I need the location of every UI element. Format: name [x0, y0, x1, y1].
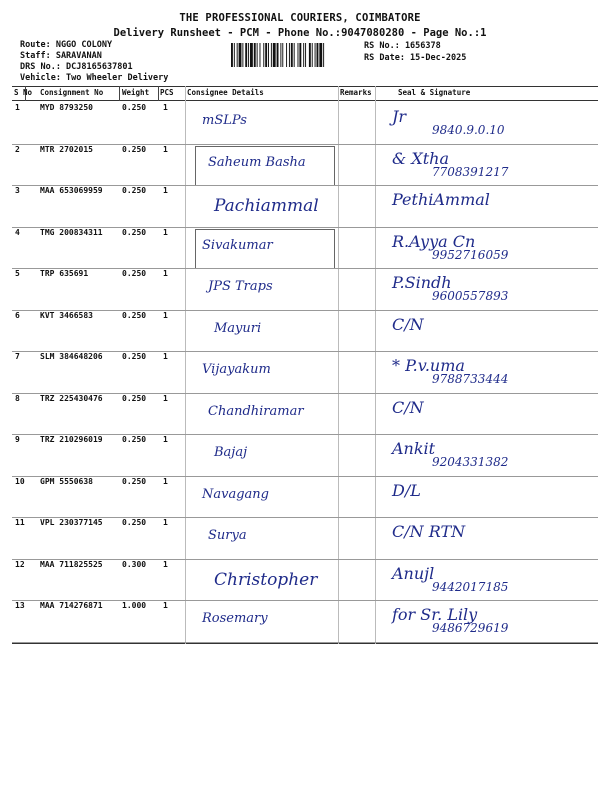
col-divider [158, 86, 159, 101]
consignee-handwriting: Surya [208, 528, 247, 543]
header-consignee: Consignee Details [187, 88, 264, 97]
signature-handwriting: C/N RTN [392, 522, 466, 541]
rs-number: RS No.: 1656378 [364, 41, 441, 51]
cell-pcs: 1 [163, 103, 168, 112]
table-row [12, 228, 598, 270]
table-row [12, 103, 598, 145]
signature-handwriting: C/N [392, 314, 424, 334]
cell-weight: 0.250 [122, 227, 147, 237]
table-row [12, 394, 598, 436]
cell-sno: 7 [15, 352, 20, 361]
consignee-handwriting: Christopher [214, 569, 318, 590]
runsheet-subtitle: Delivery Runsheet - PCM - Phone No.:9047080280 - Page No.:1 [113, 27, 487, 39]
rs-date: RS Date: 15-Dec-2025 [364, 53, 467, 63]
table-row [12, 477, 598, 519]
table-row [12, 435, 598, 477]
cell-consignment: TRP 635691 [40, 269, 89, 278]
cell-sno: 8 [15, 393, 20, 403]
cell-sno: 11 [15, 518, 25, 527]
cell-pcs: 1 [163, 393, 168, 403]
consignee-handwriting: Mayuri [214, 320, 262, 336]
cell-consignment: SLM 384648206 [40, 352, 103, 361]
cell-weight: 0.250 [122, 476, 147, 486]
col-divider [119, 86, 120, 101]
consignee-handwriting: Pachiammal [214, 196, 319, 216]
cell-pcs: 1 [163, 310, 168, 320]
cell-pcs: 1 [163, 227, 168, 237]
cell-pcs: 1 [163, 601, 168, 610]
cell-pcs: 1 [163, 476, 168, 486]
cell-consignment: MAA 714276871 [40, 601, 103, 610]
cell-weight: 0.300 [122, 559, 147, 569]
signature-handwriting: for Sr. Lily [392, 605, 478, 624]
signature-handwriting: & Xtha [392, 148, 449, 168]
consignee-handwriting: Bajaj [214, 445, 248, 460]
cell-weight: 1.000 [122, 601, 147, 610]
cell-consignment: TRZ 210296019 [40, 435, 103, 444]
cell-consignment: MTR 2702015 [40, 144, 93, 154]
cell-weight: 0.250 [122, 393, 147, 403]
runsheet-table [12, 86, 598, 644]
cell-weight: 0.250 [122, 435, 147, 444]
table-row [12, 518, 598, 560]
cell-pcs: 1 [163, 186, 168, 195]
cell-sno: 12 [15, 559, 25, 569]
cell-pcs: 1 [163, 144, 168, 154]
cell-sno: 9 [15, 435, 20, 444]
cell-pcs: 1 [163, 435, 168, 444]
header-consignment: Consignment No [40, 88, 104, 97]
header-pcs: PCS [160, 88, 174, 97]
table-row [12, 269, 598, 311]
consignee-box [195, 229, 335, 269]
cell-weight: 0.250 [122, 352, 147, 361]
route-label: Route: NGGO COLONY [20, 40, 113, 50]
signature-handwriting: PethiAmmal [392, 190, 490, 209]
cell-sno: 2 [15, 144, 20, 154]
consignee-handwriting: Vijayakum [202, 362, 271, 377]
consignee-handwriting: Navagang [202, 486, 269, 502]
cell-consignment: GPM 5550638 [40, 476, 93, 486]
cell-pcs: 1 [163, 352, 168, 361]
cell-consignment: KVT 3466583 [40, 310, 93, 320]
consignee-handwriting: Saheum Basha [208, 154, 306, 170]
cell-sno: 5 [15, 269, 20, 278]
signature-handwriting: R.Ayya Cn [392, 231, 476, 251]
table-row [12, 311, 598, 353]
table-bottom-rule [12, 643, 598, 644]
consignee-box [195, 146, 335, 186]
signature-handwriting: Anujl [392, 563, 435, 583]
signature-phone-handwriting: 9840.9.0.10 [432, 123, 505, 137]
signature-phone-handwriting: 9486729619 [432, 621, 509, 635]
cell-weight: 0.250 [122, 269, 147, 278]
cell-consignment: VPL 230377145 [40, 518, 103, 527]
signature-handwriting: * P.v.uma [392, 356, 465, 375]
cell-consignment: MYD 8793250 [40, 103, 93, 112]
consignee-handwriting: Chandhiramar [208, 403, 304, 419]
signature-handwriting: D/L [392, 480, 421, 500]
table-header-rule [12, 100, 598, 101]
consignee-handwriting: Rosemary [202, 611, 268, 626]
barcode-image [231, 43, 357, 67]
signature-phone-handwriting: 9600557893 [432, 289, 509, 303]
cell-consignment: MAA 653069959 [40, 186, 103, 195]
cell-weight: 0.250 [122, 518, 147, 527]
cell-weight: 0.250 [122, 144, 147, 154]
signature-phone-handwriting: 9788733444 [432, 372, 509, 386]
drs-number: DRS No.: DCJ8165637801 [20, 62, 133, 72]
cell-pcs: 1 [163, 269, 168, 278]
cell-consignment: TMG 200834311 [40, 227, 103, 237]
signature-handwriting: Ankit [392, 439, 436, 458]
cell-weight: 0.250 [122, 186, 147, 195]
cell-sno: 3 [15, 186, 20, 195]
vehicle-label: Vehicle: Two Wheeler Delivery [20, 73, 169, 83]
signature-handwriting: Jr [392, 107, 407, 126]
cell-consignment: MAA 711825525 [40, 559, 103, 569]
table-row [12, 186, 598, 228]
cell-sno: 4 [15, 227, 20, 237]
cell-consignment: TRZ 225430476 [40, 393, 103, 403]
cell-sno: 13 [15, 601, 25, 610]
table-row [12, 601, 598, 643]
consignee-handwriting: Sivakumar [202, 237, 273, 253]
consignee-handwriting: mSLPs [202, 113, 247, 128]
cell-pcs: 1 [163, 518, 168, 527]
header-seal-signature: Seal & Signature [398, 88, 471, 97]
signature-phone-handwriting: 7708391217 [432, 164, 509, 179]
consignee-handwriting: JPS Traps [208, 279, 273, 294]
cell-sno: 10 [15, 476, 25, 486]
staff-label: Staff: SARAVANAN [20, 51, 102, 61]
cell-sno: 1 [15, 103, 20, 112]
header-weight: Weight [122, 88, 150, 97]
signature-phone-handwriting: 9204331382 [432, 455, 509, 469]
signature-handwriting: P.Sindh [392, 273, 452, 292]
table-row [12, 145, 598, 187]
company-title: THE PROFESSIONAL COURIERS, COIMBATORE [179, 12, 421, 24]
table-top-rule [12, 86, 598, 87]
cell-pcs: 1 [163, 559, 168, 569]
signature-handwriting: C/N [392, 397, 424, 417]
signature-phone-handwriting: 9952716059 [432, 247, 509, 262]
cell-weight: 0.250 [122, 103, 147, 112]
row-separator [12, 642, 598, 643]
table-row [12, 352, 598, 394]
header-sno: S No [14, 88, 33, 97]
header-remarks: Remarks [340, 88, 372, 97]
cell-weight: 0.250 [122, 310, 147, 320]
cell-sno: 6 [15, 310, 20, 320]
signature-phone-handwriting: 9442017185 [432, 579, 509, 594]
table-row [12, 560, 598, 602]
